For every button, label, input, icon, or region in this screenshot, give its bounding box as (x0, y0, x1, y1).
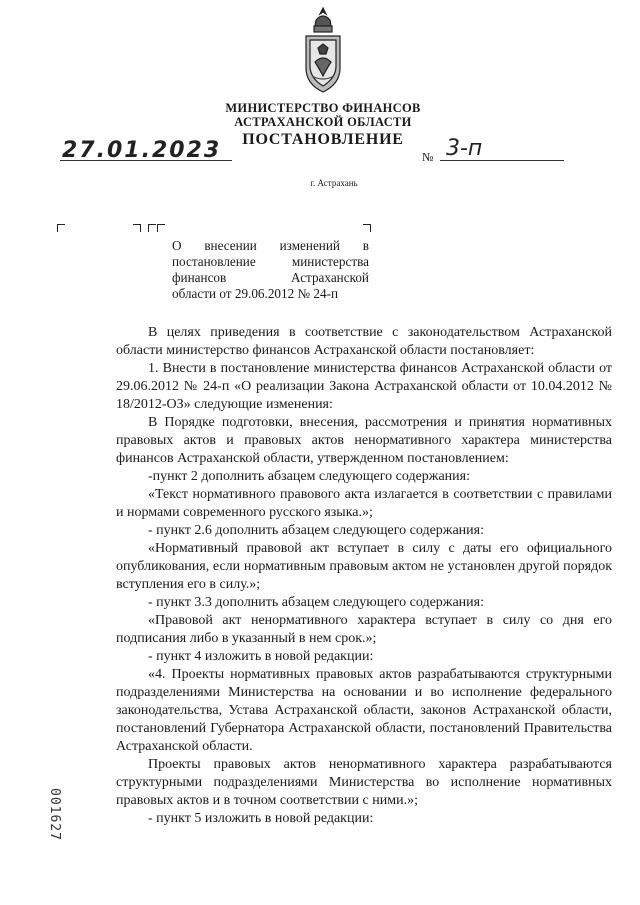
corner-mark (57, 224, 65, 232)
body-paragraph: - пункт 4 изложить в новой редакции: (148, 649, 374, 664)
subject-line: постановление министерства (172, 254, 369, 269)
body-paragraph: - пункт 5 изложить в новой редакции: (148, 811, 374, 826)
body-paragraph: В целях приведения в соответствие с законодательством Астраханской области министерство финансов Астраханской области постановляет: (116, 325, 612, 358)
body-paragraph: 1. Внести в постановление министерства финансов Астраханской области от 29.06.2012 № 24-п «О реализации Закона Астраханской области от 10.04.2012 № 18/2012-ОЗ» следующие изменения: (116, 361, 612, 412)
registration-stamp (48, 788, 62, 858)
subject-line: О внесении изменений в (172, 238, 369, 253)
subject-line: финансов Астраханской (172, 270, 369, 285)
body-paragraph: «4. Проекты нормативных правовых актов разрабатываются структурными подразделениями Министерства на основании и во исполнение федерального законодательства, Устава Астраханской области, законов Астраханской области, постановлений Губернатора Астраханской области, постановлений Правительства Астраханской области. (116, 667, 612, 754)
corner-mark (148, 224, 156, 232)
stamp-number: 001627 (47, 788, 62, 841)
ministry-name-line2: АСТРАХАНСКОЙ ОБЛАСТИ (234, 115, 412, 129)
corner-mark (363, 224, 371, 232)
body-paragraph: - пункт 2.6 дополнить абзацем следующего содержания: (148, 523, 484, 538)
ministry-name-line1: МИНИСТЕРСТВО ФИНАНСОВ (225, 101, 421, 115)
body-paragraph: «Правовой акт ненормативного характера вступает в силу со дня его подписания либо в указанный в нем срок.»; (116, 613, 612, 646)
body-paragraph: «Нормативный правовой акт вступает в силу с даты его официального опубликования, если нормативным правовым актом не установлен другой порядок вступления его в силу.»; (116, 541, 612, 592)
coat-of-arms-icon (298, 6, 348, 96)
number-underline (440, 160, 564, 161)
document-number: 3-п (446, 136, 483, 161)
document-date: 27.01.2023 (62, 138, 222, 163)
city-label: г. Астрахань (310, 178, 358, 188)
document-body (116, 324, 612, 828)
body-paragraph: -пункт 2 дополнить абзацем следующего содержания: (148, 469, 470, 484)
number-sign: № (422, 150, 434, 164)
document-subject (172, 238, 369, 302)
document-type: ПОСТАНОВЛЕНИЕ (242, 131, 404, 148)
body-paragraph: «Текст нормативного правового акта излагается в соответствии с правилами и нормами современного русского языка.»; (116, 487, 612, 520)
subject-line: области от 29.06.2012 № 24-п (172, 286, 339, 301)
body-paragraph: Проекты правовых актов ненормативного характера разрабатываются структурными подразделениями Министерства во исполнение нормативных правовых актов и в точном соответствии с ними.»; (116, 757, 612, 808)
date-underline (60, 160, 232, 161)
body-paragraph: В Порядке подготовки, внесения, рассмотрения и принятия нормативных правовых актов и правовых актов ненормативного характера министерства финансов Астраханской области, утвержденном постановлением: (116, 415, 612, 466)
body-paragraph: - пункт 3.3 дополнить абзацем следующего содержания: (148, 595, 484, 610)
corner-mark (157, 224, 165, 232)
corner-mark (133, 224, 141, 232)
